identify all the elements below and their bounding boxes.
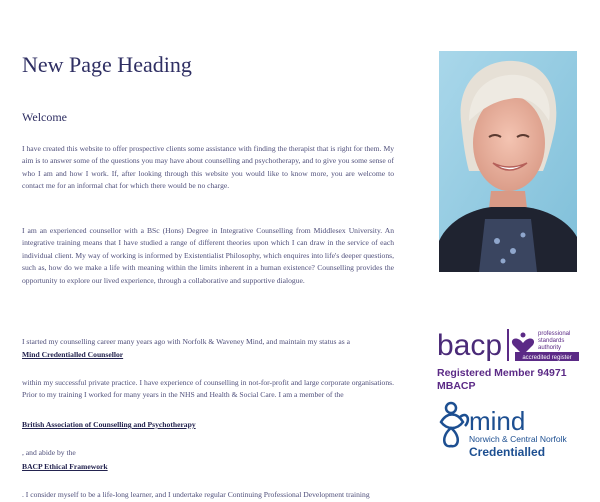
mind-credentialled-link[interactable]: Mind Credentialled Counsellor [22, 350, 124, 359]
mind-region: Norwich & Central Norfolk [469, 434, 567, 444]
career-paragraph: I started my counselling career many years ago with Norfolk & Waveney Mind, and maintain my status as a [22, 337, 351, 346]
intro-paragraph: I have created this website to offer prospective clients some assistance with finding the therapist that is right for them. My aim is to answer some of the questions you may have about counselling and psychotherapy, and to give you some sense of who I am and how I work. If, after looking through this website you would like to know more, you are welcome to contact me for an informal chat for which there would be no charge. [22, 144, 394, 191]
practice-paragraph: within my successful private practice. I have experience of counselling in not-for-profit and large corporate organisations. Prior to my training I worked for many years in the NHS and Health & Social Care. I am a member of the [22, 378, 394, 400]
bacp-tag-3: authority [538, 345, 562, 351]
bacp-tag-1: professional [538, 331, 571, 337]
experience-paragraph: I am an experienced counsellor with a BSc (Hons) Degree in Integrative Counselling from Middlesex University. An integrative training means that I have studied a range of different theories upon which I can draw in the service of each individual client. My way of working is informed by Existentialist Philosophy, which enquires into life's deeper questions, such as, how do we make a life with meaning within the limits inherent in a human existence? Counselling provides the opportunity to explore our lived experience, through a collaborative and supportive dialogue. [22, 226, 394, 285]
bacp-association-link[interactable]: British Association of Counselling and Psychotherapy [22, 420, 196, 429]
welcome-heading: Welcome [22, 110, 68, 124]
mind-credentialled-badge [437, 398, 587, 460]
bacp-member-number: Registered Member 94971 [437, 367, 567, 379]
bacp-registered-member-badge [437, 325, 582, 395]
bacp-tag-2: standards [538, 338, 565, 344]
cpd-paragraph: . I consider myself to be a life-long learner, and I undertake regular Continuing Professional Development training [22, 490, 370, 499]
therapist-photo [439, 51, 577, 272]
bacp-psa-heart-icon [512, 333, 534, 356]
bacp-ethical-framework-link[interactable]: BACP Ethical Framework [22, 462, 108, 471]
bacp-accredited-register: accredited register [522, 355, 572, 361]
bacp-wordmark: bacp [437, 329, 503, 362]
mind-status: Credentialled [469, 445, 546, 459]
mind-figure-icon [441, 403, 468, 446]
abide-paragraph: , and abide by the [22, 448, 76, 457]
page-title: New Page Heading [22, 52, 192, 77]
bacp-mbacp: MBACP [437, 380, 476, 392]
mind-wordmark: mind [469, 406, 526, 436]
